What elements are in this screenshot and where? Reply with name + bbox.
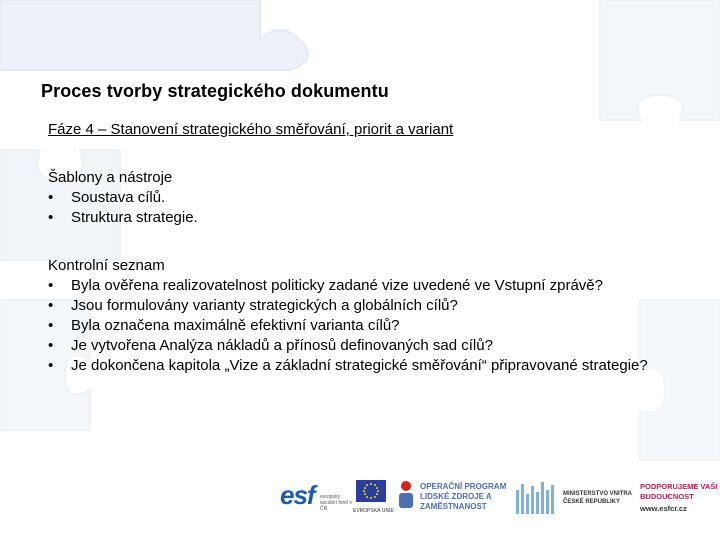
bullet-icon: • bbox=[48, 209, 54, 226]
support-url: www.esfcr.cz bbox=[640, 504, 687, 513]
checklist-list bbox=[48, 276, 662, 376]
bullet-icon: • bbox=[48, 189, 54, 206]
bullet-icon: • bbox=[48, 337, 54, 354]
op-program-text: OPERAČNÍ PROGRAM LIDSKÉ ZDROJE A ZAMĚSTNANOST bbox=[420, 482, 507, 511]
templates-heading: Šablony a nástroje bbox=[48, 169, 173, 186]
eu-caption: EVROPSKÁ UNIE bbox=[353, 508, 394, 514]
ministry-logo-icon bbox=[516, 480, 558, 514]
list-item: • Byla označena maximálně efektivní varianta cílů? bbox=[48, 317, 400, 334]
list-item: • Jsou formulovány varianty strategických a globálních cílů? bbox=[48, 297, 458, 314]
eu-flag-icon bbox=[356, 480, 386, 502]
bullet-icon: • bbox=[48, 277, 54, 294]
bullet-icon: • bbox=[48, 357, 54, 374]
esf-logo: esf bbox=[280, 480, 315, 510]
bullet-icon: • bbox=[48, 297, 54, 314]
list-item: • Byla ověřena realizovatelnost politicky zadané vize uvedené ve Vstupní zprávě? bbox=[48, 277, 603, 294]
esf-caption: evropský sociální fond v ČR bbox=[320, 494, 352, 512]
list-item: • Je vytvořena Analýza nákladů a přínosů definovaných sad cílů? bbox=[48, 337, 493, 354]
list-item: • Je dokončena kapitola „Vize a základní strategické směřování“ připravované strategie? bbox=[48, 357, 648, 374]
slide-content bbox=[48, 120, 662, 376]
op-figure-icon bbox=[396, 480, 416, 510]
templates-list bbox=[48, 188, 662, 228]
support-slogan: PODPORUJEME VAŠI BUDOUCNOST bbox=[640, 482, 718, 501]
footer-logos bbox=[276, 474, 720, 526]
list-item: • Soustava cílů. bbox=[48, 189, 166, 206]
phase-heading: Fáze 4 – Stanovení strategického směřování, priorit a variant bbox=[48, 121, 454, 138]
ministry-text: MINISTERSTVO VNITRA ČESKÉ REPUBLIKY bbox=[563, 491, 632, 505]
list-item: • Struktura strategie. bbox=[48, 209, 198, 226]
page-title: Proces tvorby strategického dokumentu bbox=[41, 81, 389, 101]
bullet-icon: • bbox=[48, 317, 54, 334]
checklist-heading: Kontrolní seznam bbox=[48, 257, 165, 274]
